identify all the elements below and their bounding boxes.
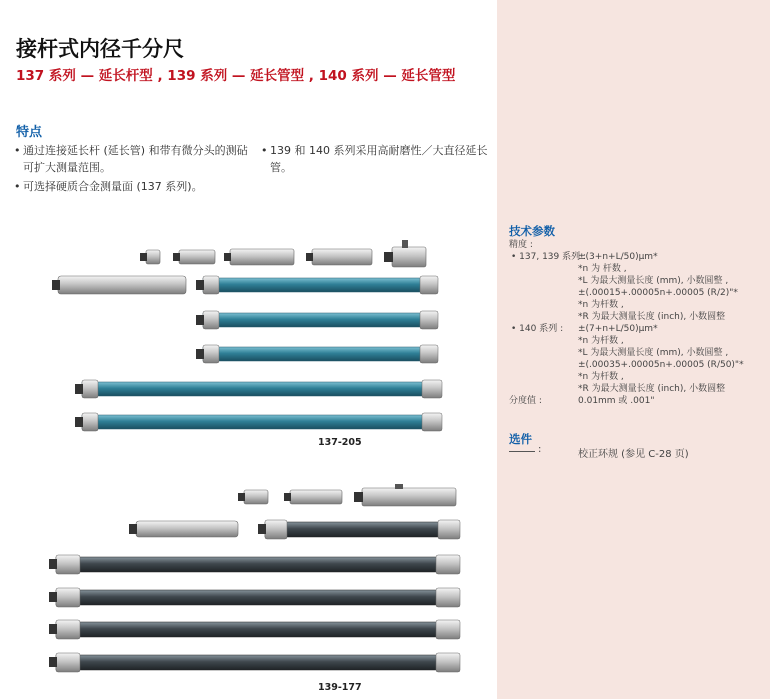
options-colon: : xyxy=(538,444,542,455)
page-title: 接杆式内径千分尺 xyxy=(16,37,184,61)
handle-piece xyxy=(136,521,238,537)
extension-rod xyxy=(203,313,423,327)
figure-caption-137-205: 137-205 xyxy=(318,437,362,448)
options-heading: 选件 xyxy=(509,432,532,446)
spec-note: *R 为最大测量长度 (inch), 小数圆整 xyxy=(578,312,726,322)
spec-note: *L 为最大测量长度 (mm), 小数圆整 , xyxy=(578,348,729,358)
extension-piece xyxy=(230,249,294,265)
extension-tube xyxy=(56,590,446,605)
micrometer-head xyxy=(362,488,456,506)
series-140-formula-inch: ±(.00035+.00005n+.00005 (R/50)"* xyxy=(578,360,744,370)
spec-note: *n 为 杆数 , xyxy=(578,264,627,274)
feature-item: • 139 和 140 系列采用高耐磨性／大直径延长管。 xyxy=(261,142,491,176)
handle-piece xyxy=(58,276,186,294)
features-heading: 特点 xyxy=(16,125,43,140)
options-divider xyxy=(509,451,535,452)
extension-piece xyxy=(179,250,215,264)
micrometer-head xyxy=(392,247,426,267)
graduation-value: 0.01mm 或 .001" xyxy=(578,396,655,406)
figure-caption-139-177: 139-177 xyxy=(318,682,362,693)
extension-rod xyxy=(82,415,425,429)
spec-note: *n 为杆数 , xyxy=(578,300,624,310)
specs-heading: 技术参数 xyxy=(509,224,555,238)
series-137-formula-mm: ±(3+n+L/50)μm* xyxy=(578,252,658,262)
extension-rod xyxy=(203,278,423,292)
extension-tube xyxy=(265,522,445,537)
extension-tube xyxy=(56,622,446,637)
extension-piece xyxy=(312,249,372,265)
extension-rod xyxy=(82,382,425,396)
extension-tube xyxy=(56,655,446,670)
extension-tube xyxy=(56,557,446,572)
feature-item: • 通过连接延长杆 (延长管) 和带有微分头的测砧可扩大测量范围。 xyxy=(14,142,249,176)
anvil-piece xyxy=(244,490,268,504)
features-list-right xyxy=(261,142,491,178)
spec-note: *L 为最大测量长度 (mm), 小数圆整 , xyxy=(578,276,729,286)
product-image-139-177 xyxy=(40,484,465,679)
spec-note: *n 为杆数 , xyxy=(578,336,624,346)
series-137-label: • 137, 139 系列 : xyxy=(511,252,587,262)
extension-piece xyxy=(290,490,342,504)
anvil-piece xyxy=(146,250,160,264)
spec-note: *R 为最大测量长度 (inch), 小数圆整 xyxy=(578,384,726,394)
series-137-formula-inch: ±(.00015+.00005n+.00005 (R/2)"* xyxy=(578,288,738,298)
series-subtitle: 137 系列 — 延长杆型 , 139 系列 — 延长管型 , 140 系列 — 延长管型 xyxy=(16,68,456,84)
graduation-label: 分度值 : xyxy=(509,396,542,406)
features-list-left xyxy=(14,142,249,197)
spec-note: *n 为杆数 , xyxy=(578,372,624,382)
feature-item: • 可选择硬质合金测量面 (137 系列)。 xyxy=(14,178,249,195)
series-140-label: • 140 系列 : xyxy=(511,324,564,334)
series-140-formula-mm: ±(7+n+L/50)μm* xyxy=(578,324,658,334)
options-value: 校正环规 (参见 C-28 页) xyxy=(578,449,689,460)
extension-rod xyxy=(203,347,423,361)
accuracy-label: 精度 : xyxy=(509,240,533,250)
product-image-137-205 xyxy=(50,236,460,436)
